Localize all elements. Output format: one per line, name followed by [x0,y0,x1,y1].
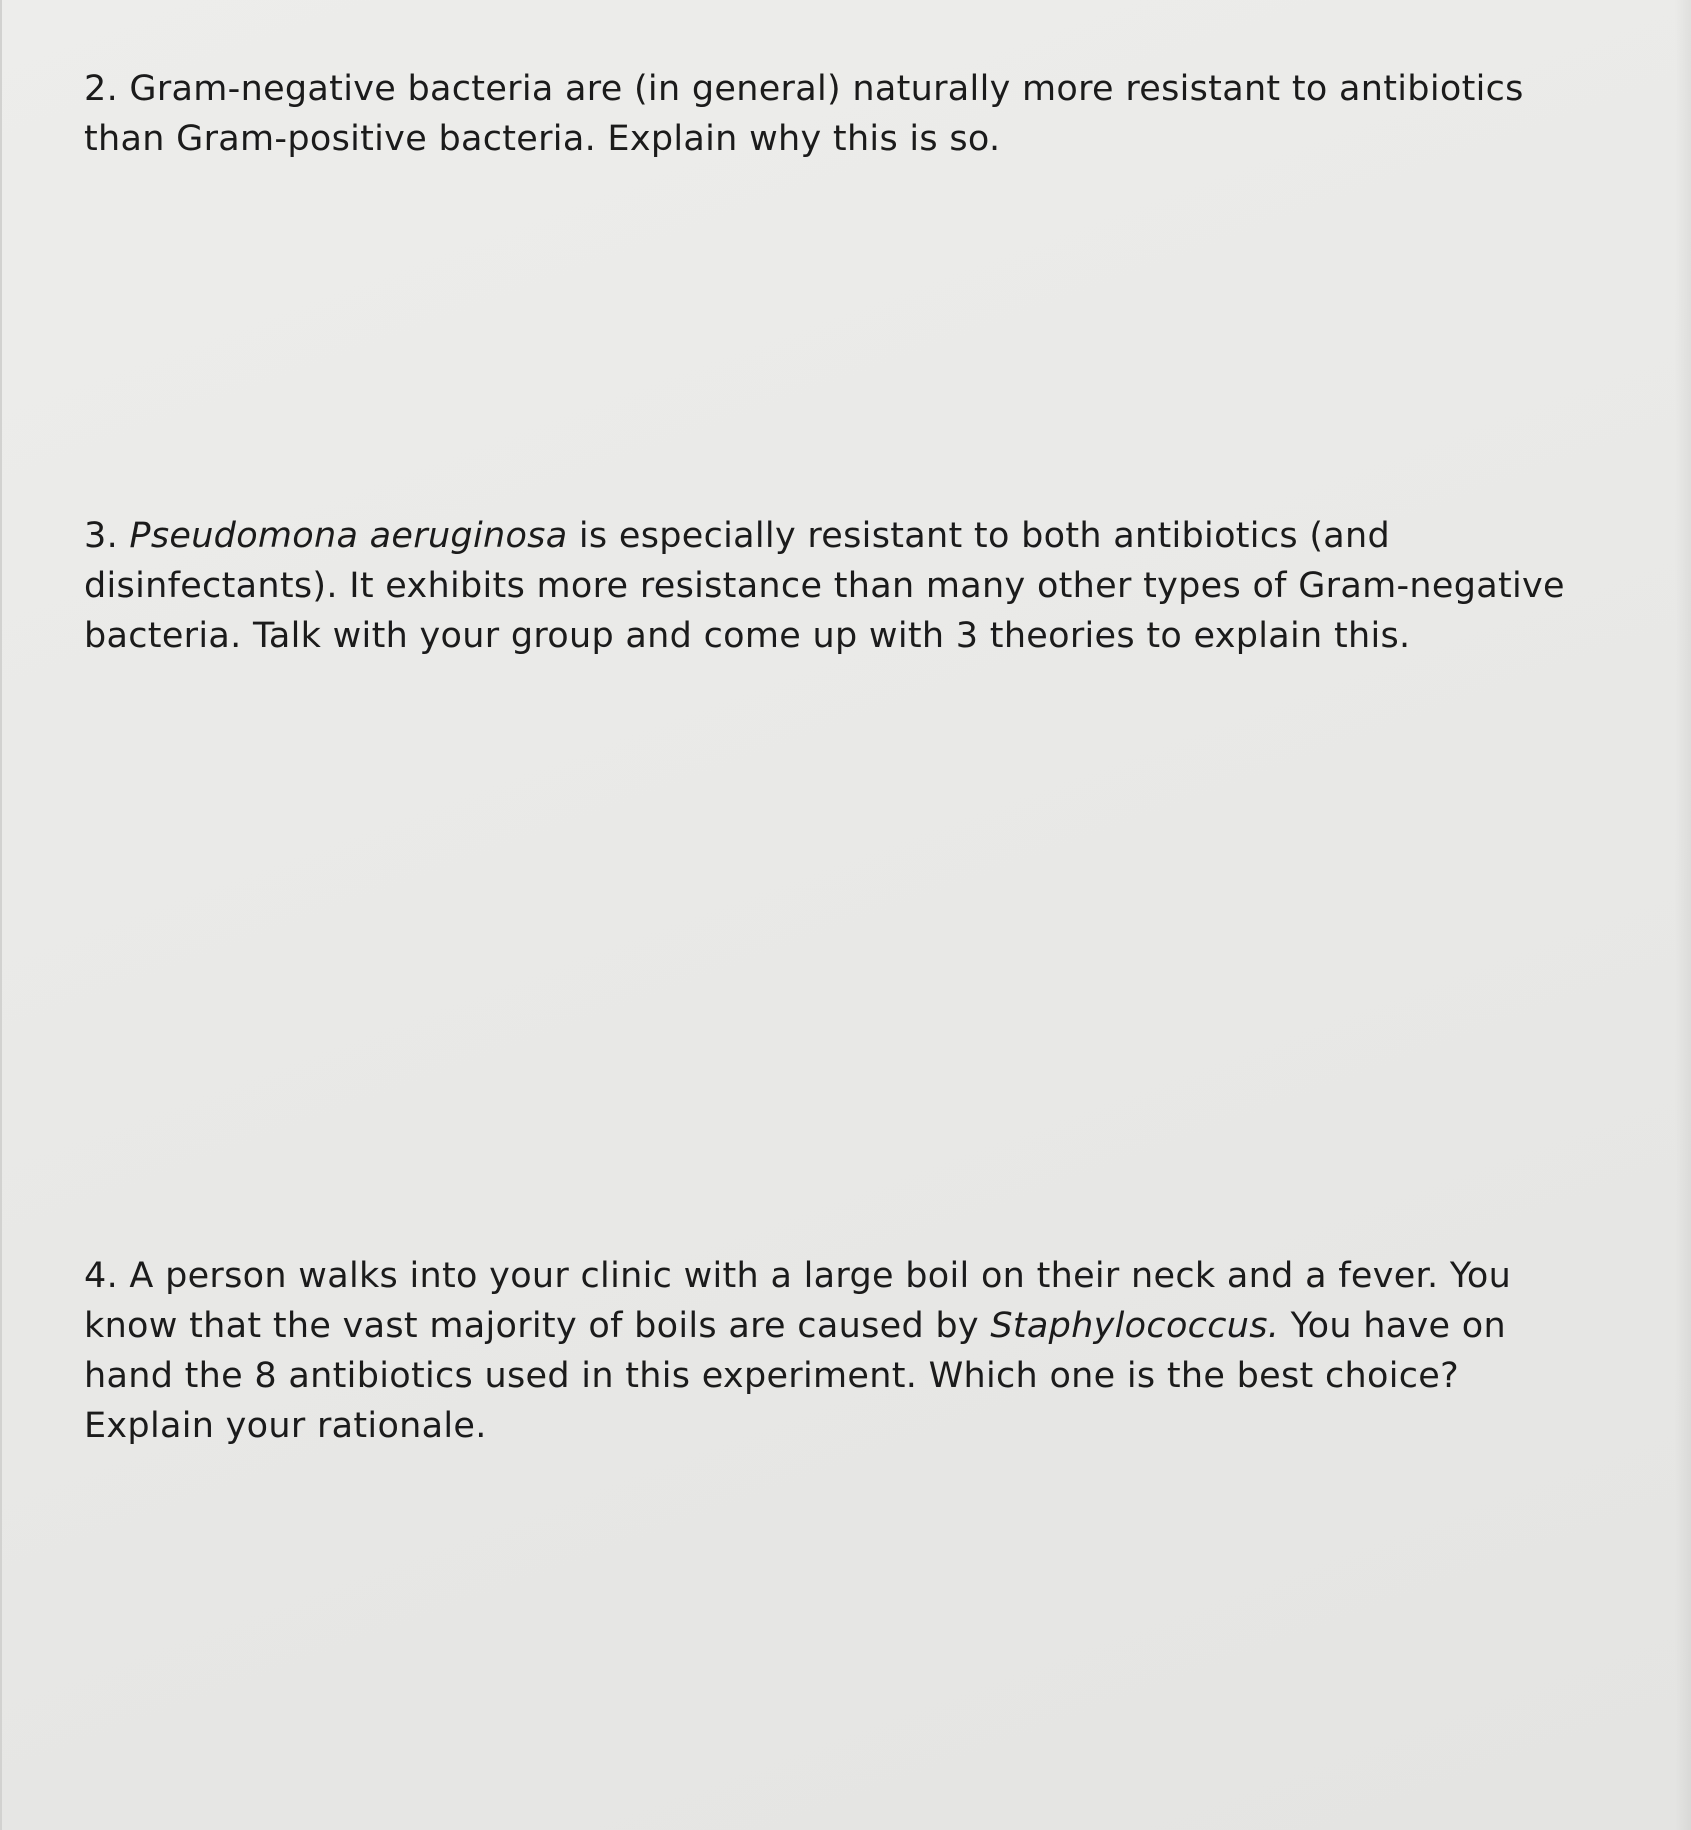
question-4-line-4: Explain your rationale. [84,1406,487,1446]
genus-name-staphylococcus: Staphylococcus. [990,1306,1280,1346]
question-4-line-2-start: know that the vast majority of boils are caused by [84,1306,991,1346]
question-3-number: 3. [84,516,130,556]
question-2-line-2: than Gram-positive bacteria. Explain why this is so. [84,119,1001,159]
question-3-line-2: disinfectants). It exhibits more resistance than many other types of Gram-negative [84,566,1565,606]
question-4-line-1: 4. A person walks into your clinic with a large boil on their neck and a fever. You [84,1256,1512,1296]
question-4 [84,1251,1614,1451]
question-2-line-1: 2. Gram-negative bacteria are (in general) naturally more resistant to antibiotics [84,69,1524,109]
question-3-line-1-rest: is especially resistant to both antibiotics (and [567,516,1391,556]
question-3 [84,511,1614,661]
question-4-line-2-rest: You have on [1279,1306,1506,1346]
question-4-line-2 [84,1301,1614,1351]
question-2 [84,64,1614,164]
page-edge-shadow [1675,0,1691,1830]
question-3-line-3: bacteria. Talk with your group and come up with 3 theories to explain this. [84,616,1411,656]
question-3-line-1 [84,511,1614,561]
species-name-pseudomonas: Pseudomona aeruginosa [129,516,568,556]
question-4-line-3: hand the 8 antibiotics used in this experiment. Which one is the best choice? [84,1356,1460,1396]
